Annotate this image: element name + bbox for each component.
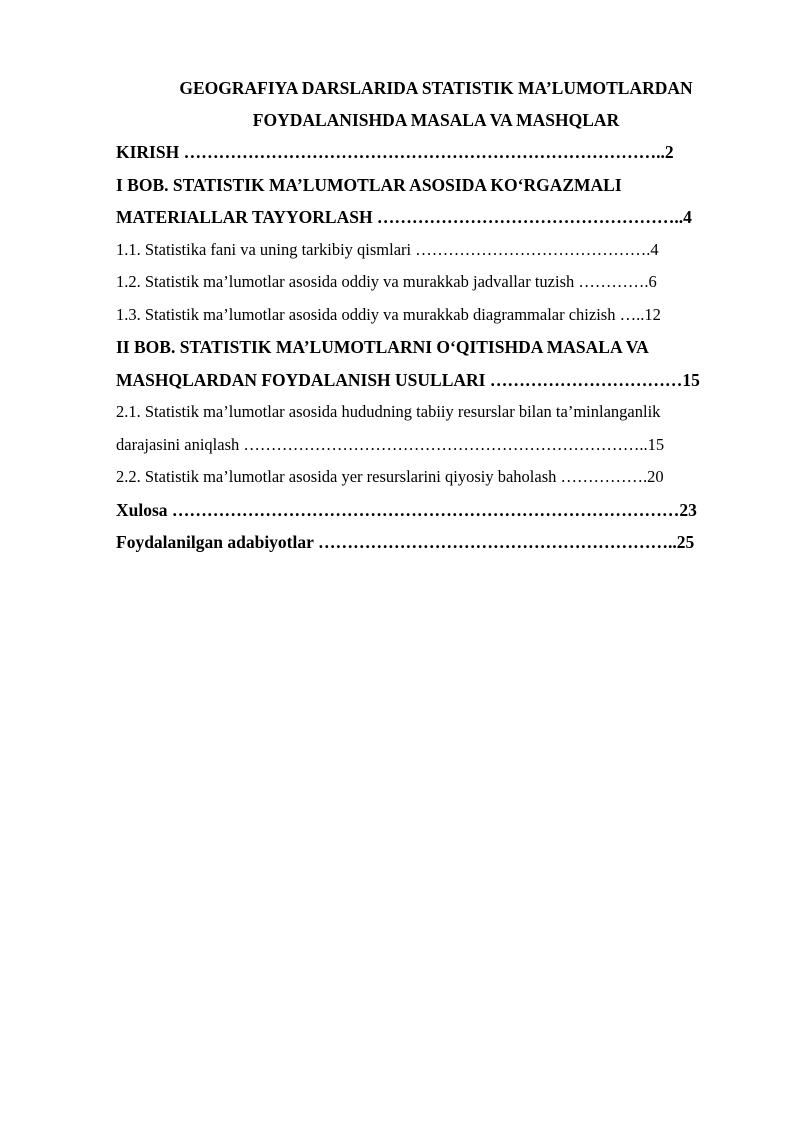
document-page [116,72,748,559]
toc-entry-section-1-3: 1.3. Statistik ma’lumotlar asosida oddiy va murakkab diagrammalar chizish …..12 [116,304,661,324]
toc-entry-kirish: KIRISH ………………………………………………………………………..2 [116,142,674,162]
toc-entry-chapter-2-line-1: II BOB. STATISTIK MA’LUMOTLARNI O‘QITISHDA MASALA VA [116,337,649,357]
toc-entry-section-1-1: 1.1. Statistika fani va uning tarkibiy qismlari …………………………………….4 [116,239,659,259]
toc-entry-adabiyotlar: Foydalanilgan adabiyotlar ……………………………………………………..25 [116,532,695,552]
toc-entry-chapter-2-line-2: MASHQLARDAN FOYDALANISH USULLARI ……………………………15 [116,369,700,390]
toc-entry-section-2-1-line-2: darajasini aniqlash ………………………………………………………………..15 [116,434,665,454]
toc-entry-section-2-1-line-1: 2.1. Statistik ma’lumotlar asosida hududning tabiiy resurslar bilan ta’minlanganlik [116,402,661,421]
title-line-1: GEOGRAFIYA DARSLARIDA STATISTIK MA’LUMOTLARDAN [179,78,693,98]
toc-entry-chapter-1-line-2: MATERIALLAR TAYYORLASH ……………………………………………..4 [116,207,692,227]
document-title [116,72,748,136]
toc-entry-xulosa: Xulosa ……………………………………………………………………………23 [116,499,697,520]
toc-entry-chapter-1-line-1: I BOB. STATISTIK MA’LUMOTLAR ASOSIDA KO‘RGAZMALI [116,174,622,195]
table-of-contents [116,136,748,559]
title-line-2: FOYDALANISHDA MASALA VA MASHQLAR [252,110,620,130]
toc-entry-section-2-2: 2.2. Statistik ma’lumotlar asosida yer resurslarini qiyosiy baholash …………….20 [116,467,664,486]
toc-entry-section-1-2: 1.2. Statistik ma’lumotlar asosida oddiy va murakkab jadvallar tuzish ………….6 [116,272,657,291]
